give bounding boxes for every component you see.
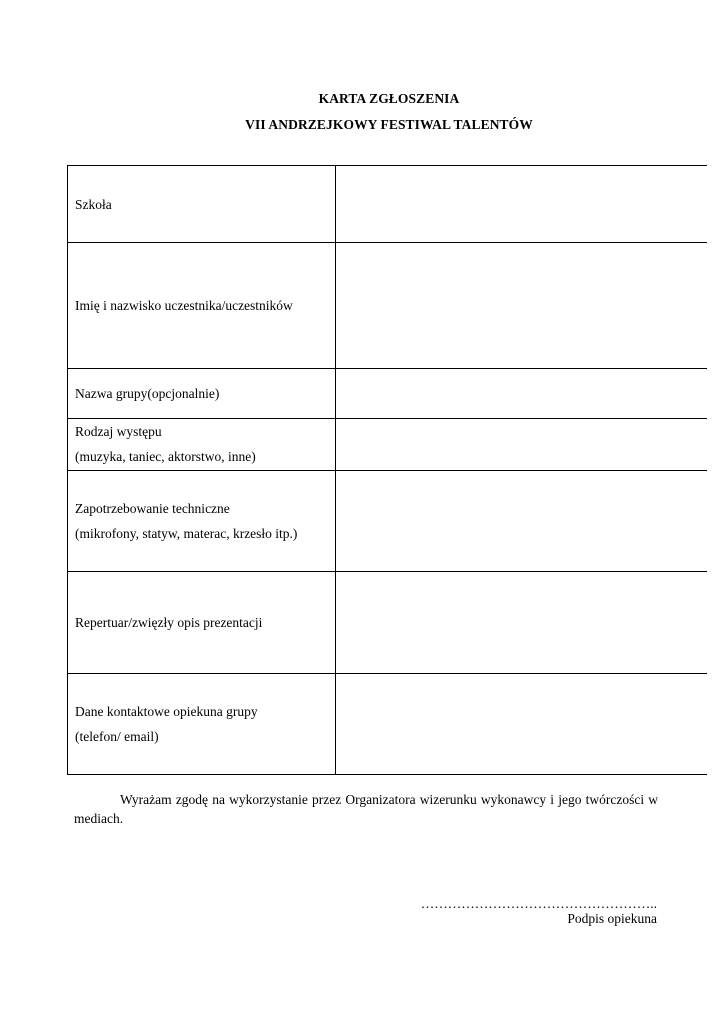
form-label-school xyxy=(68,166,336,243)
form-label-contact xyxy=(68,674,336,775)
form-label-performance-type xyxy=(68,419,336,471)
form-row-group-name xyxy=(68,369,708,419)
form-row-participants xyxy=(68,243,708,369)
form-row-contact xyxy=(68,674,708,775)
form-label-technical-needs xyxy=(68,471,336,572)
form-title: KARTA ZGŁOSZENIA xyxy=(318,91,460,106)
form-label-text: Nazwa grupy(opcjonalnie) xyxy=(75,386,220,401)
form-label-group-name xyxy=(68,369,336,419)
signature-label: Podpis opiekuna xyxy=(567,911,657,926)
form-label-text: Dane kontaktowe opiekuna grupy xyxy=(75,704,258,719)
form-label-repertoire xyxy=(68,572,336,674)
signature-line: …………………………………………….. xyxy=(420,896,657,911)
form-field-repertoire[interactable] xyxy=(336,572,708,674)
form-row-performance-type xyxy=(68,419,708,471)
form-label-note: (telefon/ email) xyxy=(75,729,159,744)
form-label-note: (mikrofony, statyw, materac, krzesło itp.) xyxy=(75,526,298,541)
form-label-text: Rodzaj występu xyxy=(75,424,162,439)
form-label-text: Repertuar/zwięzły opis prezentacji xyxy=(75,615,263,630)
application-form-table xyxy=(67,165,707,775)
form-field-school[interactable] xyxy=(336,166,708,243)
form-field-contact[interactable] xyxy=(336,674,708,775)
consent-statement: Wyrażam zgodę na wykorzystanie przez Organizatora wizerunku wykonawcy i jego twórczości w mediach. xyxy=(74,792,658,826)
form-label-text: Imię i nazwisko uczestnika/uczestników xyxy=(75,298,293,313)
form-label-text: Zapotrzebowanie techniczne xyxy=(75,501,230,516)
form-label-participants xyxy=(68,243,336,369)
form-field-technical-needs[interactable] xyxy=(336,471,708,572)
form-field-participants[interactable] xyxy=(336,243,708,369)
form-field-performance-type[interactable] xyxy=(336,419,708,471)
form-label-text: Szkoła xyxy=(75,196,112,212)
form-field-group-name[interactable] xyxy=(336,369,708,419)
form-label-note: (muzyka, taniec, aktorstwo, inne) xyxy=(75,449,256,464)
form-row-technical-needs xyxy=(68,471,708,572)
form-row-school xyxy=(68,166,708,243)
festival-title: VII ANDRZEJKOWY FESTIWAL TALENTÓW xyxy=(245,117,533,132)
form-row-repertoire xyxy=(68,572,708,674)
